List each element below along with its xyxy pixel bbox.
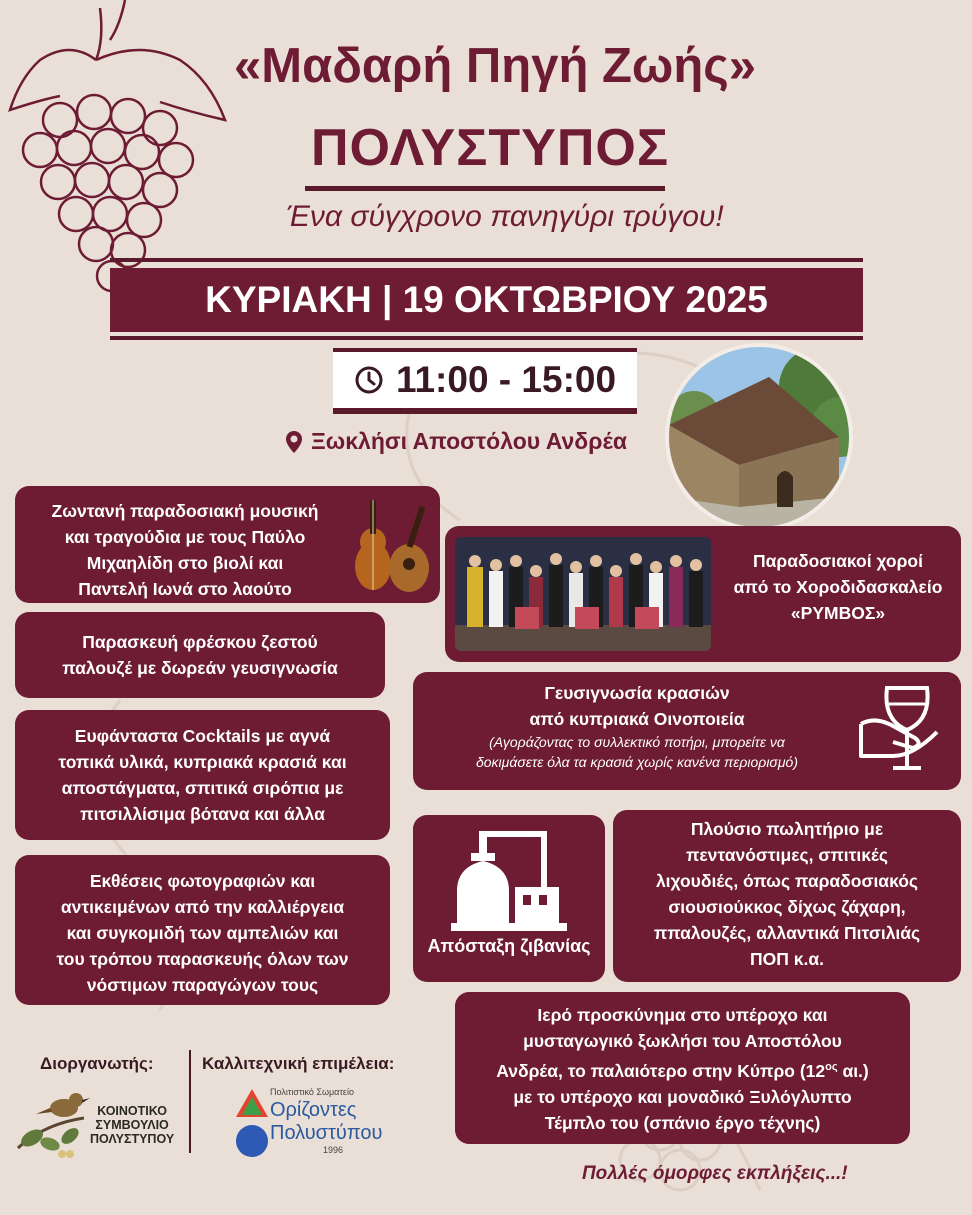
pilgrimage-line: Τέμπλο του (σπάνιο έργο τέχνης) [544, 1112, 821, 1133]
event-title: «Μαδαρή Πηγή Ζωής» [234, 39, 756, 93]
music-line: και τραγούδια με τους Παύλο [64, 527, 306, 547]
wine-glass-hand-icon [853, 680, 953, 780]
event-subtitle: Ένα σύγχρονο πανηγύρι τρύγου! [286, 200, 724, 233]
card-dances [445, 526, 961, 662]
exhibitions-line: Εκθέσεις φωτογραφιών και [89, 871, 316, 891]
card-palouzes [15, 612, 385, 698]
clock-icon [354, 365, 384, 395]
music-line: Παντελή Ιωνά στο λαούτο [78, 579, 292, 599]
event-location [285, 428, 627, 455]
artistic-org-name: Πολυστύπου [270, 1122, 383, 1144]
music-line: Μιχαηλίδη στο βιολί και [86, 553, 284, 573]
footer-divider [189, 1050, 191, 1153]
chapel-photo [665, 343, 853, 531]
date-rule-bottom [110, 336, 863, 340]
market-line: Πλούσιο πωλητήριο με [690, 819, 884, 839]
card-pilgrimage [455, 992, 910, 1144]
organizer-label: Διοργανωτής: [40, 1054, 154, 1073]
music-line: Ζωντανή παραδοσιακή μουσική [51, 501, 319, 521]
violin-lute-icon [345, 494, 437, 596]
card-wine-tasting [413, 672, 961, 790]
cocktails-line: αποστάγματα, σπιτικά σιρόπια με [61, 778, 344, 798]
organizer-name-line: ΚΟΙΝΟΤΙΚΟ [97, 1104, 167, 1118]
pilgrimage-line: με το υπέροχο και μοναδικό Ξυλόγλυπτο [513, 1086, 852, 1107]
wine-note: δοκιμάσετε όλα τα κρασιά χωρίς κανένα περιορισμό) [475, 754, 798, 770]
pilgrimage-line: μυσταγωγικό ξωκλήσι του Αποστόλου [523, 1031, 842, 1051]
artistic-org-type: Πολιτιστικό Σωματείο [270, 1087, 354, 1097]
market-line: ΠΟΠ κ.α. [750, 949, 824, 969]
organizer-name-line: ΣΥΜΒΟΥΛΙΟ [95, 1118, 169, 1132]
organizer-name-line: ΠΟΛΥΣΤΥΠΟΥ [90, 1132, 175, 1146]
village-name: ΠΟΛΥΣΤΥΠΟΣ [310, 119, 670, 177]
pilgrimage-text: Ανδρέα, το παλαιότερο στην Κύπρο (12 [496, 1060, 826, 1081]
artistic-label: Καλλιτεχνική επιμέλεια: [202, 1054, 395, 1073]
cocktails-line: πιτσιλλίσιμα βότανα και άλλα [80, 804, 325, 824]
event-time: 11:00 - 15:00 [395, 359, 617, 400]
dances-line: από το Χοροδιδασκαλείο [733, 577, 943, 597]
market-line: πεντανόστιμες, σπιτικές [685, 845, 889, 865]
exhibitions-line: και συγκομιδή των αμπελιών και [66, 923, 339, 943]
date-rule-top [110, 258, 863, 262]
century-suffix: ος [825, 1061, 838, 1073]
card-market [613, 810, 961, 982]
palouzes-line: Παρασκευή φρέσκου ζεστού [82, 632, 318, 652]
event-date: ΚΥΡΙΑΚΗ | 19 ΟΚΤΩΒΡΙΟΥ 2025 [110, 268, 863, 332]
pilgrimage-line: Ιερό προσκύνημα στο υπέροχο και [537, 1005, 828, 1025]
card-exhibitions [15, 855, 390, 1005]
map-pin-icon [285, 430, 303, 454]
card-distillation [413, 815, 605, 982]
card-cocktails [15, 710, 390, 840]
dances-line: «ΡΥΜΒΟΣ» [790, 603, 886, 623]
palouzes-line: παλουζέ με δωρεάν γευσιγνωσία [62, 658, 338, 678]
wine-note: (Αγοράζοντας το συλλεκτικό ποτήρι, μπορείτε να [489, 734, 785, 750]
title-divider [305, 186, 665, 191]
organizer-name [90, 1104, 174, 1146]
dances-line: Παραδοσιακοί χοροί [753, 551, 923, 571]
market-line: λιχουδιές, όπως παραδοσιακός [655, 871, 919, 891]
card-live-music [15, 486, 440, 603]
artistic-org-year: 1996 [323, 1145, 344, 1155]
artistic-org-name: Ορίζοντες [270, 1099, 357, 1121]
exhibitions-line: αντικειμένων από την καλλιέργεια [60, 897, 345, 917]
wine-line: από κυπριακά Οινοποιεία [529, 709, 745, 729]
exhibitions-line: νόστιμων παραγώγων τους [86, 975, 319, 995]
distillery-icon [449, 827, 569, 937]
exhibitions-line: του τρόπου παρασκευής όλων των [56, 949, 349, 969]
event-time-box [333, 348, 637, 414]
pilgrimage-line [455, 1054, 910, 1084]
dancers-photo [455, 537, 711, 651]
cocktails-line: τοπικά υλικά, κυπριακά κρασιά και [58, 752, 347, 772]
cocktails-line: Ευφάνταστα Cocktails με αγνά [74, 726, 331, 746]
pilgrimage-text: αι.) [837, 1060, 869, 1081]
location-text: Ξωκλήσι Αποστόλου Ανδρέα [311, 428, 627, 454]
closing-text: Πολλές όμορφες εκπλήξεις...! [582, 1163, 848, 1184]
wine-line: Γευσιγνωσία κρασιών [544, 683, 730, 703]
market-line: σιουσιούκκος δίχως ζάχαρη, [668, 897, 906, 917]
market-line: ππαλουζές, αλλαντικά Πιτσιλιάς [653, 923, 921, 943]
distillation-label: Απόσταξη ζιβανίας [427, 936, 591, 956]
